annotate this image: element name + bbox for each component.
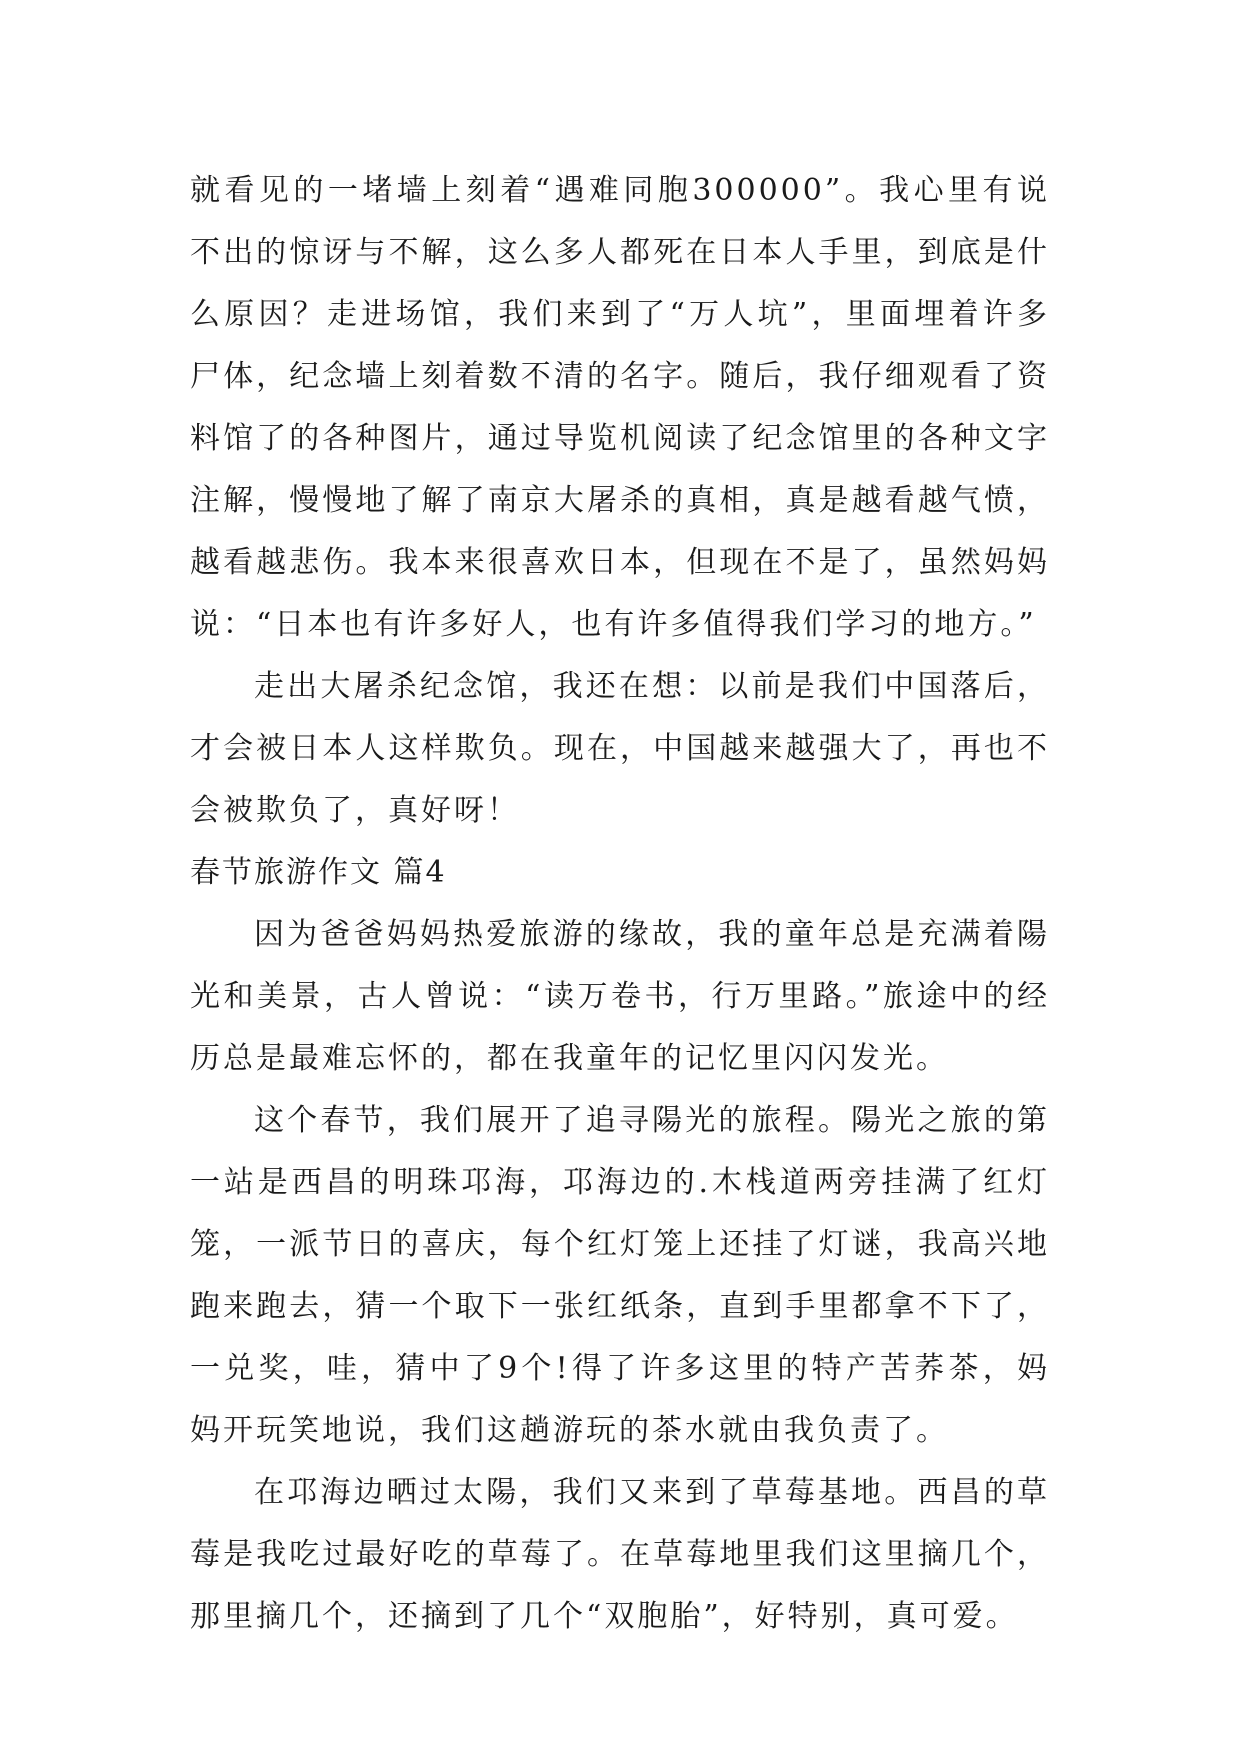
paragraph-3: 因为爸爸妈妈热爱旅游的缘故，我的童年总是充满着陽光和美景，古人曾说：“读万卷书，行万里路。”旅途中的经历总是最难忘怀的，都在我童年的记忆里闪闪发光。 (190, 917, 1050, 1076)
paragraph-1: 就看见的一堵墙上刻着“遇难同胞300000”。我心里有说不出的惊讶与不解，这么多人都死在日本人手里，到底是什么原因？走进场馆，我们来到了“万人坑”，里面埋着许多尸体，纪念墙上刻着数不清的名字。随后，我仔细观看了资料馆了的各种图片，通过导览机阅读了纪念馆里的各种文字注解，慢慢地了解了南京大屠杀的真相，真是越看越气愤，越看越悲伤。我本来很喜欢日本，但现在不是了，虽然妈妈说：“日本也有许多好人，也有许多值得我们学习的地方。” (190, 173, 1050, 642)
document-body (190, 160, 1050, 1648)
paragraph-4: 这个春节，我们展开了追寻陽光的旅程。陽光之旅的第一站是西昌的明珠邛海，邛海边的.木栈道两旁挂满了红灯笼，一派节日的喜庆，每个红灯笼上还挂了灯谜，我高兴地跑来跑去，猜一个取下一张红纸条，直到手里都拿不下了，一兑奖，哇，猜中了9个!得了许多这里的特产苦荞茶，妈妈开玩笑地说，我们这趟游玩的茶水就由我负责了。 (190, 1103, 1050, 1448)
section-title: 春节旅游作文 篇4 (190, 855, 447, 890)
paragraph-2: 走出大屠杀纪念馆，我还在想：以前是我们中国落后，才会被日本人这样欺负。现在，中国越来越强大了，再也不会被欺负了，真好呀！ (190, 669, 1050, 828)
paragraph-5: 在邛海边晒过太陽，我们又来到了草莓基地。西昌的草莓是我吃过最好吃的草莓了。在草莓地里我们这里摘几个，那里摘几个，还摘到了几个“双胞胎”，好特别，真可爱。 (190, 1475, 1050, 1634)
